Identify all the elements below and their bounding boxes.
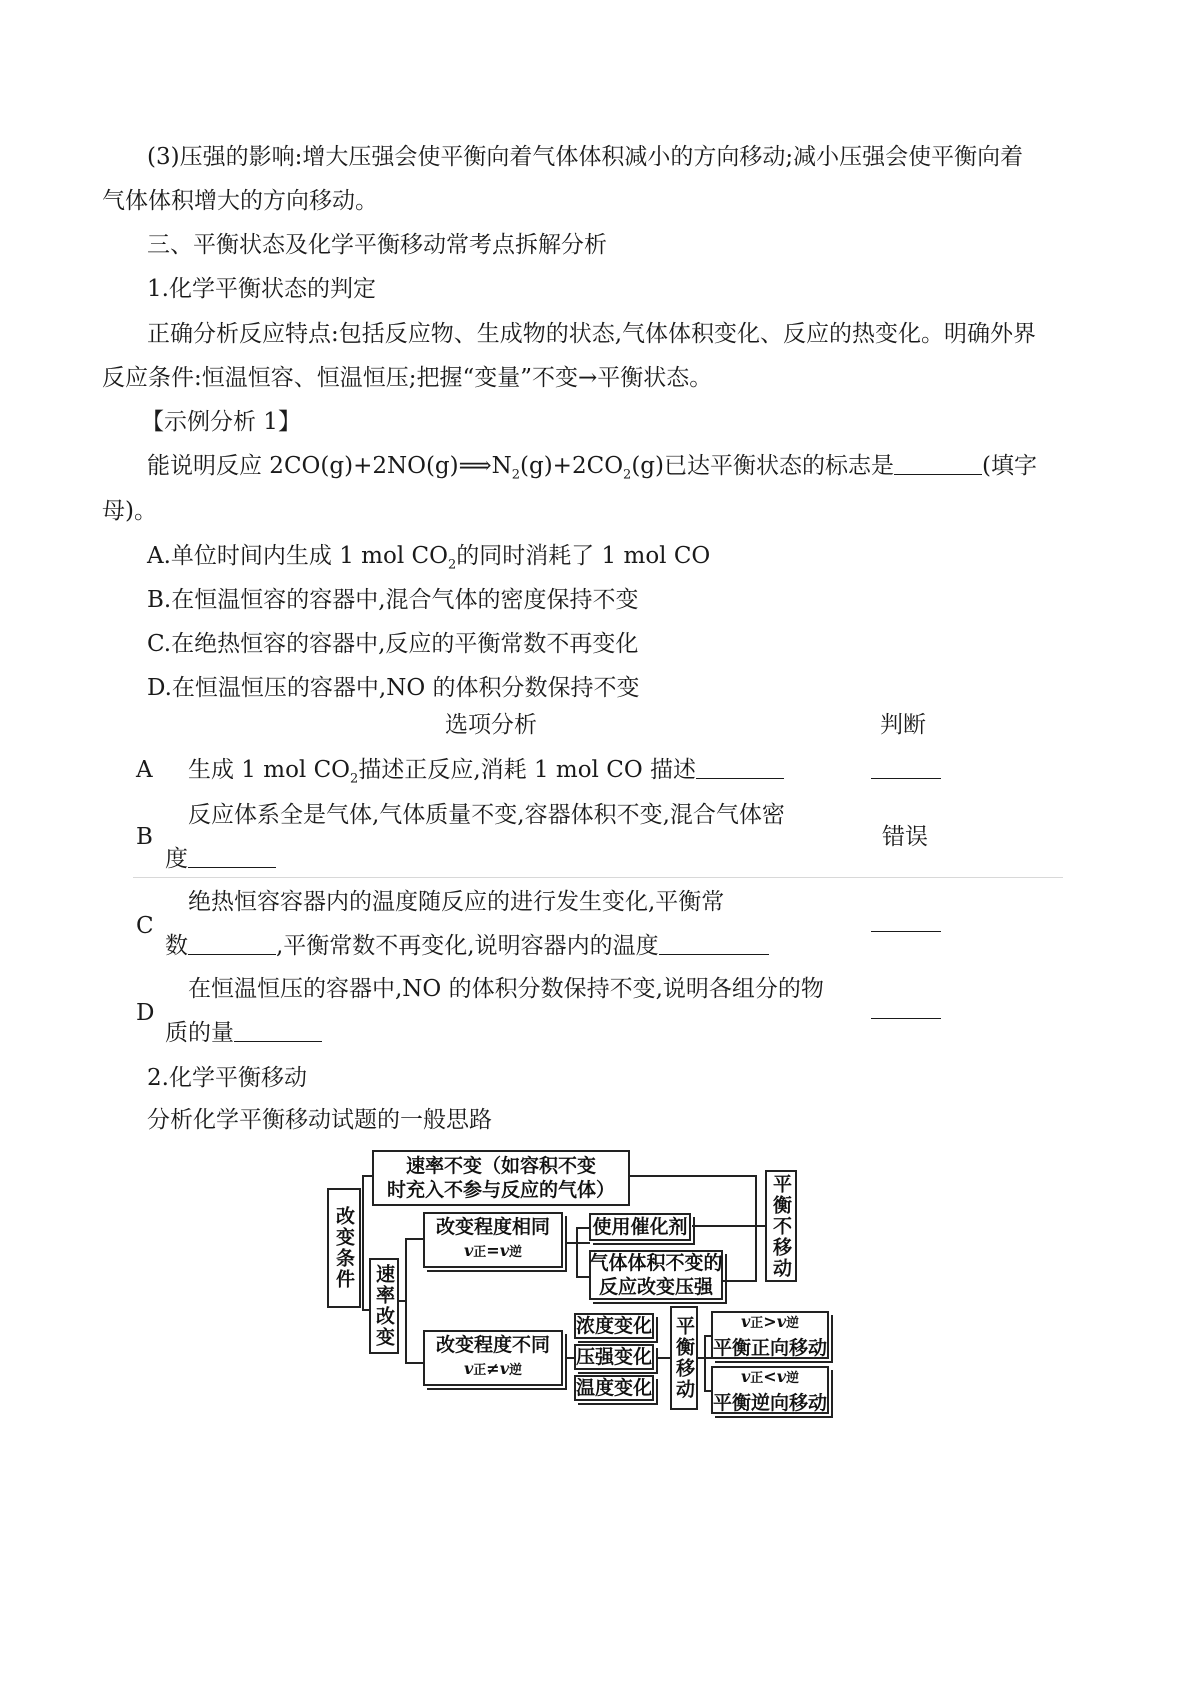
connector bbox=[704, 1390, 712, 1392]
box-pressure-line2: 反应改变压强 bbox=[598, 1276, 713, 1298]
box-change-condition-label: 改变条件 bbox=[333, 1206, 355, 1290]
paragraph-pressure-line1: (3)压强的影响:增大压强会使平衡向着气体体积减小的方向移动;减小压强会使平衡向着 bbox=[147, 144, 1024, 170]
connector bbox=[362, 1175, 372, 1177]
question-line1 bbox=[147, 449, 1037, 483]
connector bbox=[629, 1175, 757, 1177]
box-forward-shift bbox=[711, 1311, 829, 1359]
row-d-judge-blank[interactable] bbox=[871, 1018, 941, 1019]
connector bbox=[704, 1335, 706, 1392]
box-same-degree bbox=[423, 1212, 563, 1268]
connector bbox=[704, 1335, 712, 1337]
subscript: 2 bbox=[511, 467, 521, 483]
option-a-text-1: A.单位时间内生成 1 mol CO bbox=[147, 543, 448, 569]
box-rate-changed-label: 速率改变 bbox=[373, 1264, 395, 1348]
connector bbox=[362, 1309, 372, 1311]
box-catalyst-label: 使用催化剂 bbox=[592, 1216, 688, 1238]
box-temperature-change bbox=[574, 1375, 654, 1401]
row-a-text-2: 描述正反应,消耗 1 mol CO 描述 bbox=[358, 757, 696, 783]
row-d-line2 bbox=[165, 1016, 322, 1050]
rate-equal-formula: v正=v逆 bbox=[463, 1241, 523, 1260]
paragraph-analysis-line1: 正确分析反应特点:包括反应物、生成物的状态,气体体积变化、反应的热变化。明确外界 bbox=[147, 321, 1037, 347]
answer-blank[interactable] bbox=[894, 450, 982, 475]
table-header-analysis: 选项分析 bbox=[445, 712, 537, 738]
box-concentration-change bbox=[574, 1313, 654, 1339]
box-pressure-change bbox=[574, 1344, 654, 1370]
option-c: C.在绝热恒容的容器中,反应的平衡常数不再变化 bbox=[147, 631, 639, 657]
connector bbox=[398, 1300, 406, 1302]
box-reverse-label: 平衡逆向移动 bbox=[712, 1392, 827, 1414]
subscript: 2 bbox=[447, 557, 457, 573]
rate-unequal-formula: v正≠v逆 bbox=[463, 1359, 523, 1378]
box-rate-unchanged-line2: 时充入不参与反应的气体） bbox=[386, 1179, 615, 1201]
box-rate-unchanged bbox=[372, 1150, 630, 1206]
box-concentration-label: 浓度变化 bbox=[575, 1315, 652, 1337]
question-text-d: (填字 bbox=[982, 453, 1037, 479]
box-change-condition bbox=[327, 1188, 361, 1308]
box-no-shift bbox=[765, 1170, 797, 1282]
question-text-a: 能说明反应 2CO(g)+2NO(g)⟹N bbox=[147, 453, 512, 479]
box-diff-degree-label: 改变程度不同 bbox=[435, 1334, 550, 1356]
connector bbox=[405, 1238, 423, 1240]
paragraph-analysis-line2: 反应条件:恒温恒容、恒温恒压;把握“变量”不变→平衡状态。 bbox=[102, 365, 713, 391]
box-pressure-line1: 气体体积不变的 bbox=[589, 1252, 723, 1274]
row-b-label: B bbox=[136, 824, 153, 850]
row-b-line2-text: 度 bbox=[165, 846, 188, 872]
connector bbox=[697, 1357, 711, 1359]
row-a-judge-blank[interactable] bbox=[871, 778, 941, 779]
section-heading: 三、平衡状态及化学平衡移动常考点拆解分析 bbox=[147, 232, 607, 258]
subheading-equilibrium-shift: 2.化学平衡移动 bbox=[147, 1065, 307, 1091]
box-temperature-label: 温度变化 bbox=[575, 1377, 652, 1399]
row-c-blank-1[interactable] bbox=[188, 930, 276, 955]
row-c-line1: 绝热恒容容器内的温度随反应的进行发生变化,平衡常 bbox=[188, 889, 725, 915]
box-rate-unchanged-line1: 速率不变（如容积不变 bbox=[405, 1155, 596, 1177]
question-text-c: (g)已达平衡状态的标志是 bbox=[631, 453, 894, 479]
row-d-line2-text: 质的量 bbox=[165, 1020, 234, 1046]
box-rate-changed bbox=[369, 1258, 399, 1354]
row-c-judge-blank[interactable] bbox=[871, 931, 941, 932]
connector bbox=[692, 1225, 765, 1227]
connector bbox=[566, 1357, 574, 1359]
option-b: B.在恒温恒容的容器中,混合气体的密度保持不变 bbox=[147, 587, 639, 613]
row-b-line2 bbox=[165, 842, 276, 876]
connector bbox=[405, 1238, 407, 1363]
row-d-label: D bbox=[136, 1000, 155, 1026]
connector bbox=[576, 1227, 578, 1277]
row-b-judge: 错误 bbox=[882, 824, 928, 850]
subscript: 2 bbox=[350, 771, 359, 787]
box-pressure-constant-volume bbox=[589, 1250, 723, 1300]
connector bbox=[656, 1357, 670, 1359]
question-text-b: (g)+2CO bbox=[520, 453, 624, 479]
paragraph-general-approach: 分析化学平衡移动试题的一般思路 bbox=[147, 1107, 492, 1133]
box-pressure-change-label: 压强变化 bbox=[575, 1346, 652, 1368]
row-a-text-1: 生成 1 mol CO bbox=[188, 757, 351, 783]
option-d: D.在恒温恒压的容器中,NO 的体积分数保持不变 bbox=[147, 675, 640, 701]
box-diff-degree bbox=[423, 1330, 563, 1386]
row-a-blank[interactable] bbox=[696, 754, 784, 779]
row-d-blank[interactable] bbox=[234, 1017, 322, 1042]
table-header-judge: 判断 bbox=[880, 712, 926, 738]
option-a-text-2: 的同时消耗了 1 mol CO bbox=[456, 543, 711, 569]
row-c-label: C bbox=[136, 913, 154, 939]
row-d-line1: 在恒温恒压的容器中,NO 的体积分数保持不变,说明各组分的物 bbox=[188, 976, 824, 1002]
table-divider bbox=[133, 877, 1063, 878]
box-shift-label: 平衡移动 bbox=[673, 1316, 695, 1400]
connector bbox=[723, 1280, 757, 1282]
question-line2: 母)。 bbox=[102, 498, 157, 524]
subscript: 2 bbox=[623, 467, 632, 483]
row-c-blank-2[interactable] bbox=[659, 930, 769, 955]
option-a bbox=[147, 539, 710, 573]
row-a-label: A bbox=[136, 757, 153, 783]
row-c-line2-b: ,平衡常数不再变化,说明容器内的温度 bbox=[276, 933, 659, 959]
box-catalyst bbox=[589, 1213, 691, 1241]
connector bbox=[755, 1175, 757, 1281]
box-forward-label: 平衡正向移动 bbox=[712, 1337, 827, 1359]
box-no-shift-label: 平衡不移动 bbox=[770, 1173, 792, 1279]
row-b-line1: 反应体系全是气体,气体质量不变,容器体积不变,混合气体密 bbox=[188, 802, 785, 828]
connector bbox=[405, 1362, 423, 1364]
box-shift bbox=[670, 1306, 698, 1410]
row-a-text bbox=[188, 753, 784, 787]
rate-less-formula: v正<v逆 bbox=[740, 1367, 800, 1386]
box-same-degree-label: 改变程度相同 bbox=[435, 1216, 550, 1238]
connector bbox=[566, 1242, 590, 1244]
paragraph-pressure-line2: 气体体积增大的方向移动。 bbox=[102, 188, 378, 214]
subheading-equilibrium-judgment: 1.化学平衡状态的判定 bbox=[147, 276, 376, 302]
connector bbox=[362, 1175, 364, 1310]
connector bbox=[576, 1227, 589, 1229]
row-b-blank[interactable] bbox=[188, 843, 276, 868]
rate-greater-formula: v正>v逆 bbox=[740, 1312, 800, 1331]
row-c-line2-a: 数 bbox=[165, 933, 188, 959]
example-heading: 【示例分析 1】 bbox=[141, 409, 301, 435]
row-c-line2 bbox=[165, 929, 769, 963]
box-reverse-shift bbox=[711, 1366, 829, 1414]
connector bbox=[576, 1276, 589, 1278]
